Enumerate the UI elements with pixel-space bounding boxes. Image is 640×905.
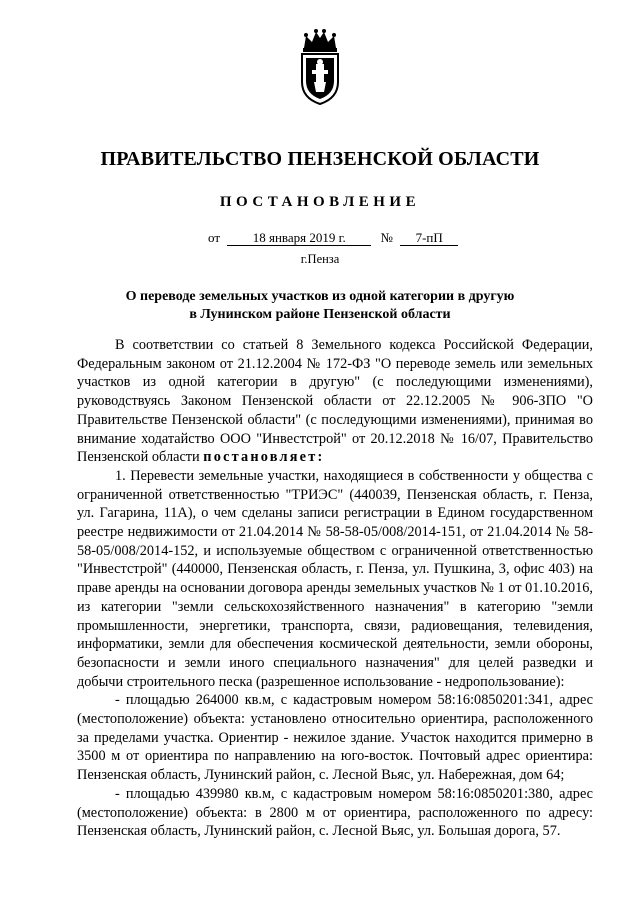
document-subject bbox=[60, 288, 580, 324]
document-body bbox=[77, 336, 593, 841]
document-date: 18 января 2019 г. bbox=[227, 230, 371, 246]
number-prefix: № bbox=[380, 230, 393, 245]
decree-word: постановляет: bbox=[203, 449, 325, 466]
preamble-text: В соответствии со статьей 8 Земельного кодекса Российской Федерации, Федеральным законом от 21.12.2004 № 172-ФЗ "О переводе земель или земельных участков из одной категории в другую" (с последующими изменениями), руководствуясь Законом Пензенской области от 22.12.2005 № 906-ЗПО "О Правительстве Пензенской области" (с последующими изменениями), принимая во внимание ходатайство ООО "Инвестстрой" от 20.12.2018 № 16/07, Правительство Пензенской области bbox=[77, 337, 593, 466]
subject-line-1: О переводе земельных участков из одной категории в другую bbox=[125, 289, 515, 304]
document-number: 7-пП bbox=[400, 230, 458, 246]
penza-coat-of-arms-icon bbox=[290, 26, 350, 106]
document-type: ПОСТАНОВЛЕНИЕ bbox=[219, 194, 421, 210]
date-number-line bbox=[208, 230, 458, 246]
plot-2-paragraph: - площадью 439980 кв.м, с кадастровым номером 58:16:0850201:380, адрес (местоположение) объекта: в 2800 м от ориентира, расположенного по адресу: Пензенская область, Лунинский район, с. Лесной Вьяс, ул. Большая дорога, 57. bbox=[77, 785, 593, 840]
city: г.Пенза bbox=[300, 252, 340, 266]
subject-line-2: в Лунинском районе Пензенской области bbox=[189, 307, 451, 322]
item-1-paragraph: 1. Перевести земельные участки, находящиеся в собственности у общества с ограниченной ответственностью "ТРИЭС" (440039, Пензенская область, г. Пенза, ул. Гагарина, 11А), о чем сделаны записи регистрации в Едином государственном реестре недвижимости от 21.04.2014 № 58-58-05/008/2014-151, от 21.04.2014 № 58-58-05/008/2014-152, и используемые обществом с ограниченной ответственностью "Инвестстрой" (440000, Пензенская область, г. Пенза, ул. Пушкина, 3, офис 403) на праве аренды на основании договора аренды земельных участков № 1 от 01.10.2016, из категории "земли сельскохозяйственного назначения" в категорию "земли промышленности, энергетики, транспорта, связи, радиовещания, телевидения, информатики, земли для обеспечения космической деятельности, земли обороны, безопасности и земли иного специального назначения" для целей разведки и добычи строительного песка (разрешенное использование - недропользование): bbox=[77, 467, 593, 690]
plot-1-paragraph: - площадью 264000 кв.м, с кадастровым номером 58:16:0850201:341, адрес (местоположение) объекта: установлено относительно ориентира, расположенного за пределами участка. Ориентир - нежилое здание. Участок находится примерно в 3500 м от ориентира по направлению на юго-восток. Почтовый адрес ориентира: Пензенская область, Лунинский район, с. Лесной Вьяс, ул. Набережная, дом 64; bbox=[77, 692, 593, 784]
government-name: ПРАВИТЕЛЬСТВО ПЕНЗЕНСКОЙ ОБЛАСТИ bbox=[100, 148, 540, 170]
preamble-paragraph bbox=[77, 336, 593, 467]
date-prefix: от bbox=[208, 230, 221, 245]
